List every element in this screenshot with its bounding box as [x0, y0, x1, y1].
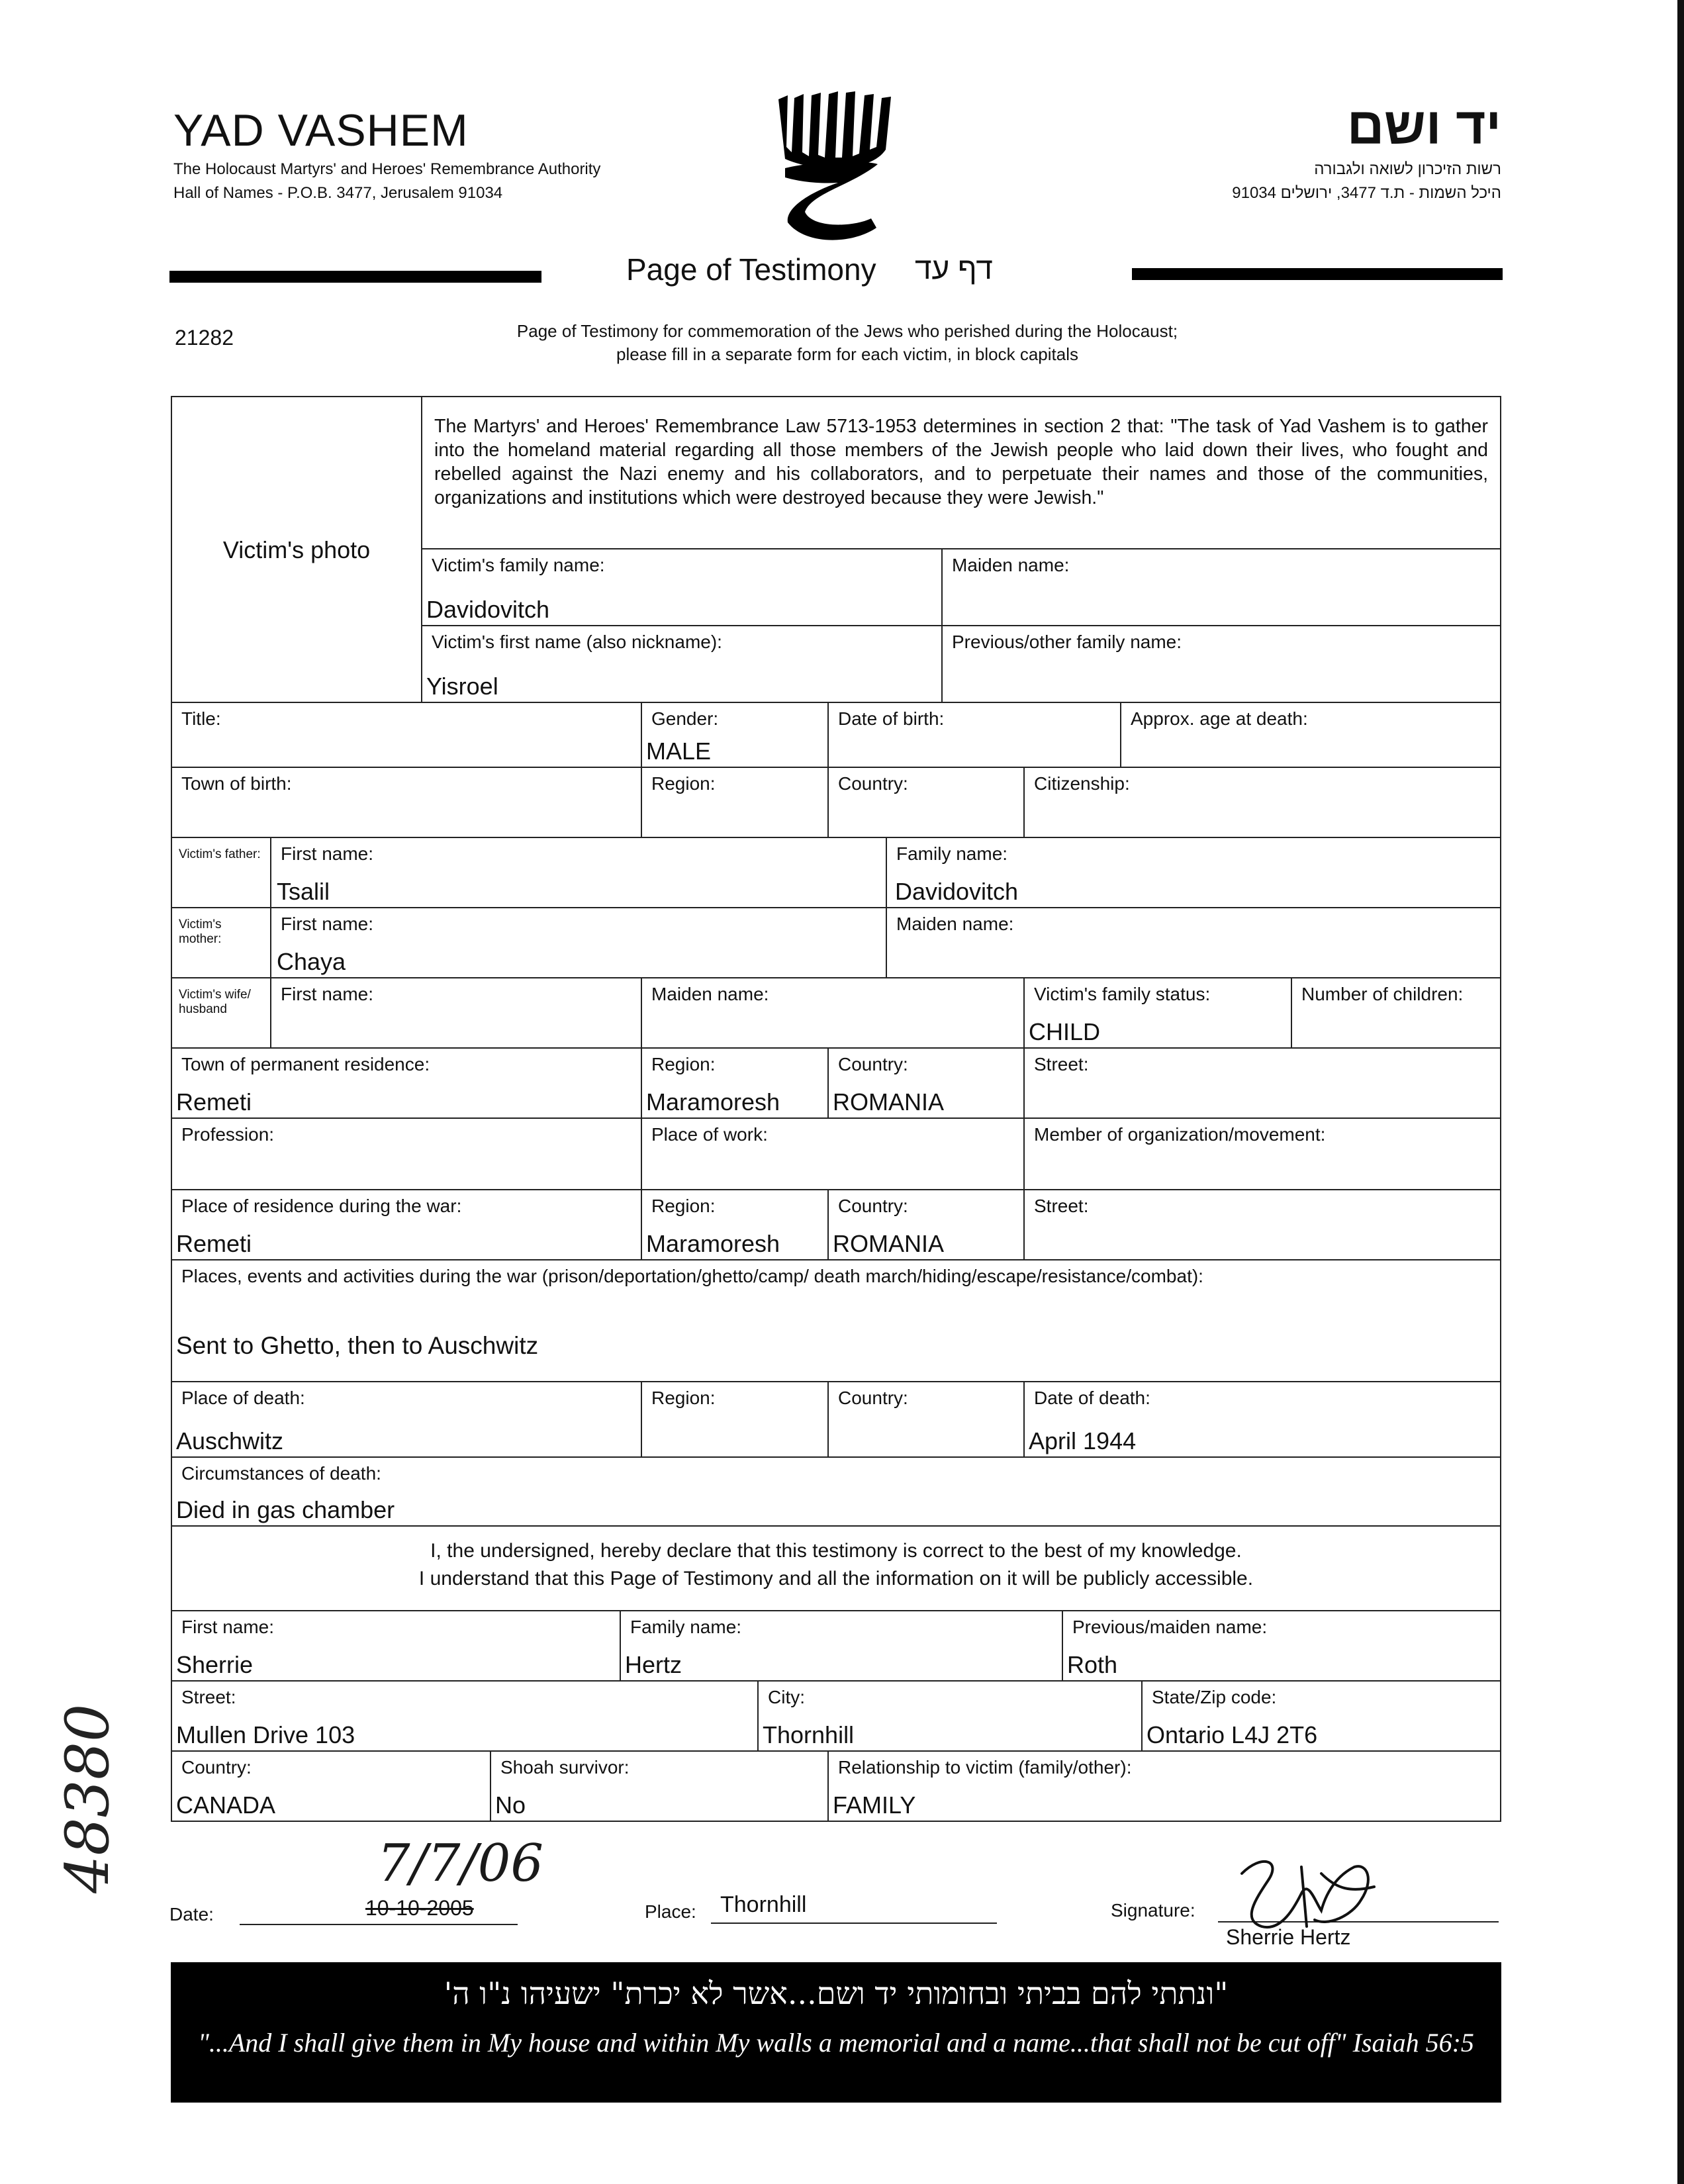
- mother-first-name-field[interactable]: [270, 907, 887, 978]
- permanent-residence-field[interactable]: [171, 1047, 642, 1119]
- relationship-label: Relationship to victim (family/other):: [838, 1757, 1132, 1778]
- spouse-side-box: [171, 977, 271, 1049]
- victim-first-name-field[interactable]: [421, 625, 943, 703]
- quote-banner: [171, 1962, 1501, 2103]
- margin-handwritten-number: 48380: [53, 1703, 122, 1893]
- victim-previous-family-name-label: Previous/other family name:: [952, 632, 1182, 652]
- submitter-previous-name-value: Roth: [1067, 1651, 1118, 1678]
- residence-region-value: Maramoresh: [646, 1088, 780, 1116]
- submitter-city-value: Thornhill: [763, 1721, 855, 1748]
- circumstances-of-death-value: Died in gas chamber: [176, 1496, 395, 1523]
- submitter-first-name-label: First name:: [181, 1617, 275, 1637]
- victim-age-field[interactable]: [1120, 702, 1501, 768]
- place-of-death-label: Place of death:: [181, 1388, 305, 1408]
- page-title-hebrew: דף עד: [915, 251, 993, 285]
- spouse-first-name-field[interactable]: [270, 977, 642, 1049]
- declaration-line-2: I understand that this Page of Testimony and all the information on it will be publicly accessible.: [418, 1568, 1254, 1590]
- menorah-flame-logo-icon: [772, 86, 911, 258]
- birth-country-label: Country:: [838, 773, 908, 794]
- law-text: The Martyrs' and Heroes' Remembrance Law 5713-1953 determines in section 2 that: "The task of Yad Vashem is to gather into the homeland material regarding all those members of the Jewish people who laid down their lives, who fought and rebelled against the Nazi enemy and his collaborators, and to perpetuate their names and those of the communities, organizations and institutions which were destroyed because they were Jewish.": [434, 416, 1488, 508]
- birth-region-label: Region:: [651, 773, 716, 794]
- mother-maiden-name-field[interactable]: [886, 907, 1501, 978]
- birth-region-field[interactable]: [641, 767, 829, 838]
- mother-first-name-label: First name:: [281, 914, 374, 934]
- place-of-work-label: Place of work:: [651, 1124, 768, 1145]
- father-first-name-value: Tsalil: [277, 878, 330, 905]
- father-family-name-value: Davidovitch: [895, 878, 1019, 905]
- victim-dob-label: Date of birth:: [838, 708, 945, 729]
- page-title: Page of Testimony: [626, 252, 876, 287]
- war-region-label: Region:: [651, 1196, 716, 1216]
- victim-family-name-field[interactable]: [421, 548, 943, 626]
- father-side-box: [171, 837, 271, 908]
- victim-family-name-value: Davidovitch: [426, 596, 550, 623]
- date-of-death-label: Date of death:: [1034, 1388, 1150, 1408]
- relationship-value: FAMILY: [833, 1791, 916, 1819]
- victim-maiden-name-label: Maiden name:: [952, 555, 1070, 575]
- permanent-residence-value: Remeti: [176, 1088, 252, 1116]
- family-status-value: CHILD: [1029, 1018, 1101, 1045]
- residence-region-label: Region:: [651, 1054, 716, 1074]
- death-region-field[interactable]: [641, 1381, 829, 1458]
- mother-side-label: Victim's mother:: [179, 918, 222, 947]
- date-label: Date:: [169, 1904, 214, 1924]
- scan-edge: [1677, 0, 1684, 2184]
- town-of-birth-field[interactable]: [171, 767, 642, 838]
- circumstances-of-death-label: Circumstances of death:: [181, 1463, 381, 1484]
- submitter-country-field[interactable]: [171, 1750, 491, 1822]
- war-residence-field[interactable]: [171, 1189, 642, 1260]
- citizenship-label: Citizenship:: [1034, 773, 1130, 794]
- intro-line-2: please fill in a separate form for each victim, in block capitals: [616, 344, 1078, 364]
- victim-photo-box: [171, 396, 422, 703]
- form-id: 21282: [175, 326, 234, 350]
- printed-date: 10-10-2005: [365, 1896, 474, 1920]
- residence-street-label: Street:: [1034, 1054, 1089, 1074]
- war-country-value: ROMANIA: [833, 1230, 945, 1257]
- war-country-label: Country:: [838, 1196, 908, 1216]
- submitter-country-label: Country:: [181, 1757, 252, 1778]
- death-country-field[interactable]: [827, 1381, 1025, 1458]
- org-subtitle-2: Hall of Names - P.O.B. 3477, Jerusalem 91034: [173, 184, 503, 202]
- permanent-residence-label: Town of permanent residence:: [181, 1054, 430, 1074]
- date-of-death-value: April 1944: [1029, 1427, 1137, 1454]
- submitter-state-zip-label: State/Zip code:: [1152, 1687, 1277, 1707]
- victim-gender-value: MALE: [646, 737, 712, 765]
- victim-gender-field[interactable]: [641, 702, 829, 768]
- header-rule-left: [169, 271, 541, 283]
- father-family-name-label: Family name:: [896, 843, 1008, 864]
- date-of-death-field[interactable]: [1023, 1381, 1501, 1458]
- victim-previous-family-name-field[interactable]: [941, 625, 1501, 703]
- handwritten-date: 7/7/06: [377, 1834, 544, 1893]
- residence-country-label: Country:: [838, 1054, 908, 1074]
- submitter-family-name-value: Hertz: [625, 1651, 682, 1678]
- war-street-label: Street:: [1034, 1196, 1089, 1216]
- victim-title-label: Title:: [181, 708, 221, 729]
- war-country-field[interactable]: [827, 1189, 1025, 1260]
- law-text-box: [421, 396, 1501, 549]
- war-region-value: Maramoresh: [646, 1230, 780, 1257]
- relationship-field[interactable]: [827, 1750, 1501, 1822]
- org-subtitle-hebrew-2: היכל השמות - ת.ד 3477, ירושלים 91034: [1232, 184, 1501, 202]
- mother-first-name-value: Chaya: [277, 948, 346, 975]
- submitter-family-name-label: Family name:: [630, 1617, 742, 1637]
- death-country-label: Country:: [838, 1388, 908, 1408]
- father-side-label: Victim's father:: [179, 847, 261, 861]
- victim-title-field[interactable]: [171, 702, 642, 768]
- residence-country-field[interactable]: [827, 1047, 1025, 1119]
- place-of-death-value: Auschwitz: [176, 1427, 284, 1454]
- victim-photo-label: Victim's photo: [222, 536, 371, 563]
- submitter-street-field[interactable]: [171, 1680, 759, 1752]
- war-events-value: Sent to Ghetto, then to Auschwitz: [176, 1332, 539, 1359]
- war-events-field[interactable]: [171, 1259, 1501, 1382]
- declaration-box: [171, 1525, 1501, 1611]
- father-first-name-label: First name:: [281, 843, 374, 864]
- header-rule-right: [1132, 268, 1503, 280]
- residence-region-field[interactable]: [641, 1047, 829, 1119]
- number-of-children-label: Number of children:: [1301, 984, 1464, 1004]
- submitter-city-field[interactable]: [757, 1680, 1143, 1752]
- war-street-field[interactable]: [1023, 1189, 1501, 1260]
- signature-label: Signature:: [1111, 1900, 1195, 1921]
- submitter-city-label: City:: [768, 1687, 805, 1707]
- spouse-maiden-name-label: Maiden name:: [651, 984, 769, 1004]
- citizenship-field[interactable]: [1023, 767, 1501, 838]
- submitter-state-zip-value: Ontario L4J 2T6: [1146, 1721, 1318, 1748]
- place-of-death-field[interactable]: [171, 1381, 642, 1458]
- place-value[interactable]: Thornhill: [720, 1892, 807, 1917]
- org-subtitle-hebrew-1: רשות הזיכרון לשואה ולגבורה: [1314, 160, 1501, 178]
- victim-age-label: Approx. age at death:: [1131, 708, 1308, 729]
- family-status-label: Victim's family status:: [1034, 984, 1211, 1004]
- mother-side-box: [171, 907, 271, 978]
- mother-maiden-name-label: Maiden name:: [896, 914, 1014, 934]
- birth-country-field[interactable]: [827, 767, 1025, 838]
- place-of-work-field[interactable]: [641, 1117, 1025, 1190]
- banner-english-quote: "...And I shall give them in My house and within My walls a memorial and a name...that shall not be cut off" Isaiah 56:5: [198, 2028, 1474, 2058]
- shoah-survivor-field[interactable]: [490, 1750, 829, 1822]
- number-of-children-field[interactable]: [1291, 977, 1501, 1049]
- submitter-street-value: Mullen Drive 103: [176, 1721, 355, 1748]
- banner-hebrew-quote: "ונתתי להם בביתי ובחומותי יד ושם...אשר לא יכרת" ישעיהו נ"ו ה': [444, 1975, 1229, 2011]
- victim-first-name-label: Victim's first name (also nickname):: [432, 632, 722, 652]
- war-residence-label: Place of residence during the war:: [181, 1196, 462, 1216]
- shoah-survivor-value: No: [495, 1791, 526, 1819]
- intro-line-1: Page of Testimony for commemoration of the Jews who perished during the Holocaust;: [516, 321, 1178, 341]
- victim-dob-field[interactable]: [827, 702, 1121, 768]
- declaration-line-1: I, the undersigned, hereby declare that this testimony is correct to the best of my knowledge.: [430, 1540, 1242, 1562]
- place-line: [711, 1923, 997, 1924]
- submitter-state-zip-field[interactable]: [1141, 1680, 1501, 1752]
- submitter-country-value: CANADA: [176, 1791, 276, 1819]
- submitter-previous-name-label: Previous/maiden name:: [1072, 1617, 1268, 1637]
- place-label: Place:: [645, 1901, 696, 1922]
- family-status-field[interactable]: [1023, 977, 1292, 1049]
- org-name: YAD VASHEM: [173, 105, 469, 156]
- spouse-first-name-label: First name:: [281, 984, 374, 1004]
- profession-field[interactable]: [171, 1117, 642, 1190]
- member-organization-label: Member of organization/movement:: [1034, 1124, 1326, 1145]
- shoah-survivor-label: Shoah survivor:: [500, 1757, 630, 1778]
- submitter-street-label: Street:: [181, 1687, 236, 1707]
- war-region-field[interactable]: [641, 1189, 829, 1260]
- spouse-maiden-name-field[interactable]: [641, 977, 1025, 1049]
- member-organization-field[interactable]: [1023, 1117, 1501, 1190]
- signature-name: Sherrie Hertz: [1226, 1925, 1351, 1949]
- victim-first-name-value: Yisroel: [426, 673, 498, 700]
- victim-maiden-name-field[interactable]: [941, 548, 1501, 626]
- residence-street-field[interactable]: [1023, 1047, 1501, 1119]
- war-residence-value: Remeti: [176, 1230, 252, 1257]
- town-of-birth-label: Town of birth:: [181, 773, 292, 794]
- submitter-previous-name-field[interactable]: [1062, 1610, 1501, 1682]
- victim-gender-label: Gender:: [651, 708, 719, 729]
- profession-label: Profession:: [181, 1124, 275, 1145]
- date-line: [240, 1924, 518, 1925]
- org-subtitle-1: The Holocaust Martyrs' and Heroes' Remembrance Authority: [173, 160, 601, 178]
- death-region-label: Region:: [651, 1388, 716, 1408]
- submitter-first-name-value: Sherrie: [176, 1651, 254, 1678]
- spouse-side-label: Victim's wife/ husband: [179, 988, 251, 1017]
- org-name-hebrew: יד ושם: [1346, 97, 1501, 155]
- submitter-first-name-field[interactable]: [171, 1610, 621, 1682]
- victim-family-name-label: Victim's family name:: [432, 555, 605, 575]
- residence-country-value: ROMANIA: [833, 1088, 945, 1116]
- circumstances-of-death-field[interactable]: [171, 1456, 1501, 1527]
- father-family-name-field[interactable]: [886, 837, 1501, 908]
- war-events-label: Places, events and activities during the war (prison/deportation/ghetto/camp/ death march/hiding/escape/resistance/combat):: [181, 1266, 1203, 1286]
- submitter-family-name-field[interactable]: [620, 1610, 1063, 1682]
- father-first-name-field[interactable]: [270, 837, 887, 908]
